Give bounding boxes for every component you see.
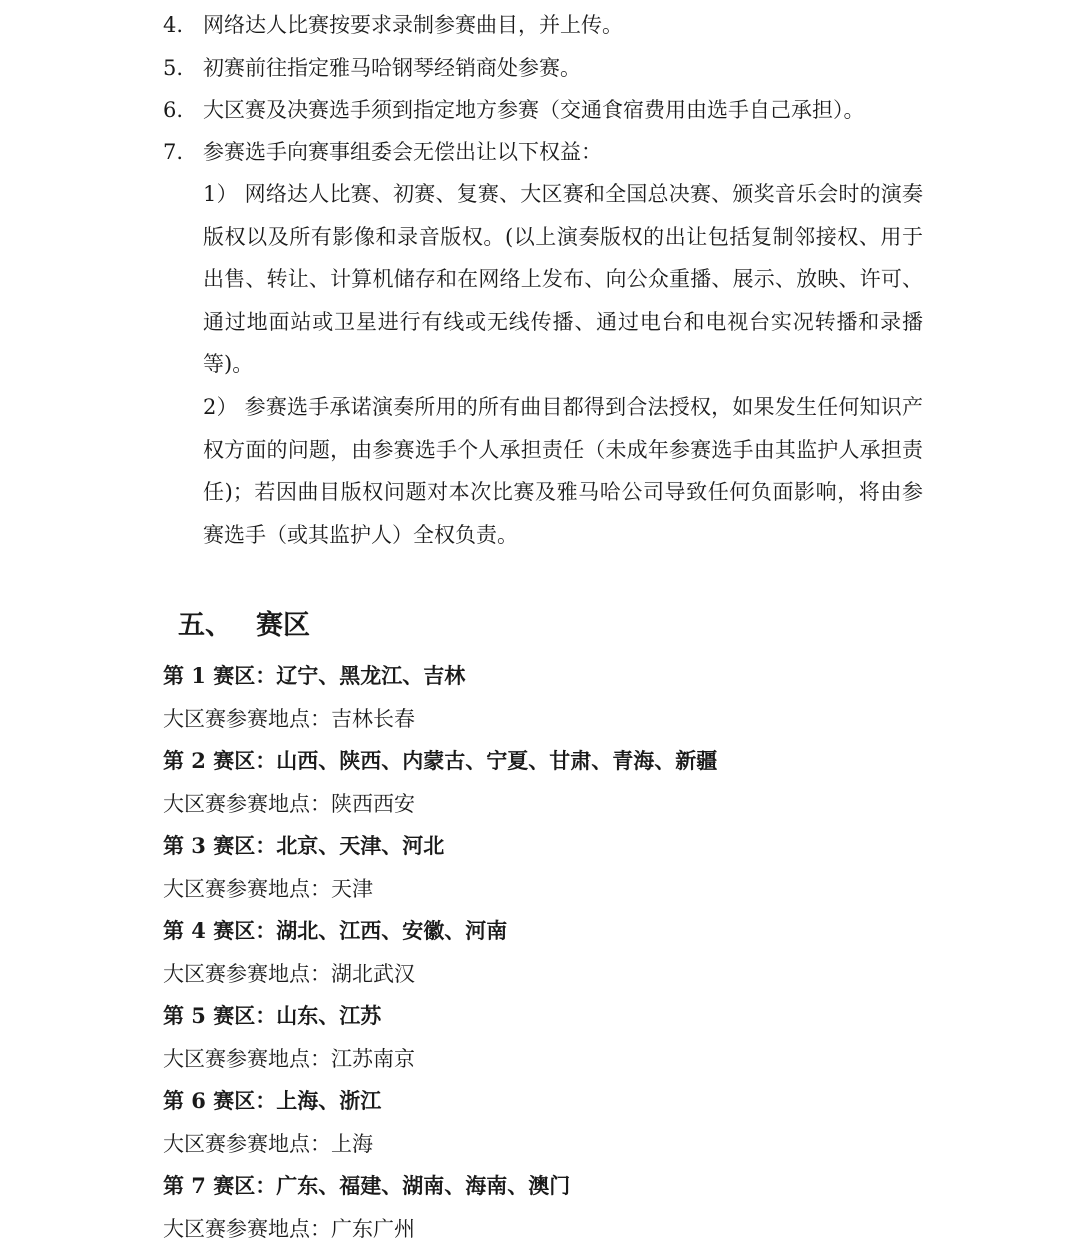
- region-title: 第 6 赛区：上海、浙江: [163, 1080, 963, 1123]
- list-item-text: 网络达人比赛按要求录制参赛曲目，并上传。: [203, 13, 623, 37]
- section-title: 赛区: [256, 610, 310, 641]
- list-item-text: 大区赛及决赛选手须到指定地方参赛（交通食宿费用由选手自己承担）。: [203, 98, 865, 122]
- list-item-number: 6.: [163, 89, 203, 131]
- region-venue: 大区赛参赛地点：湖北武汉: [163, 953, 963, 996]
- list-item-number: 7.: [163, 131, 203, 173]
- list-item-number: 5.: [163, 47, 203, 89]
- region-venue: 大区赛参赛地点：广东广州: [163, 1208, 963, 1250]
- list-item-4: [163, 4, 623, 46]
- list-item-text: 初赛前往指定雅马哈钢琴经销商处参赛。: [203, 56, 581, 80]
- region-title: 第 2 赛区：山西、陕西、内蒙古、宁夏、甘肃、青海、新疆: [163, 740, 963, 783]
- list-item-5: [163, 47, 581, 89]
- region-title: 第 1 赛区：辽宁、黑龙江、吉林: [163, 655, 963, 698]
- region-title: 第 7 赛区：广东、福建、湖南、海南、澳门: [163, 1165, 963, 1208]
- region-venue: 大区赛参赛地点：陕西西安: [163, 783, 963, 826]
- list-item-text: 参赛选手向赛事组委会无偿出让以下权益：: [203, 140, 602, 164]
- list-item-7: [163, 131, 602, 173]
- region-venue: 大区赛参赛地点：上海: [163, 1123, 963, 1166]
- section-number: 五、: [178, 610, 232, 641]
- region-venue: 大区赛参赛地点：江苏南京: [163, 1038, 963, 1081]
- region-title: 第 3 赛区：北京、天津、河北: [163, 825, 963, 868]
- region-venue: 大区赛参赛地点：吉林长春: [163, 698, 963, 741]
- sub-item-copyright-pledge: 2） 参赛选手承诺演奏所用的所有曲目都得到合法授权，如果发生任何知识产权方面的问题，由参赛选手个人承担责任（未成年参赛选手由其监护人承担责任)；若因曲目版权问题对本次比赛及雅马哈公司导致任何负面影响，将由参赛选手（或其监护人）全权负责。: [203, 386, 923, 556]
- list-item-number: 4.: [163, 4, 203, 46]
- list-item-6: [163, 89, 865, 131]
- region-title: 第 5 赛区：山东、江苏: [163, 995, 963, 1038]
- region-title: 第 4 赛区：湖北、江西、安徽、河南: [163, 910, 963, 953]
- section-heading: [178, 604, 310, 648]
- region-venue: 大区赛参赛地点：天津: [163, 868, 963, 911]
- region-list: [163, 655, 963, 1250]
- sub-item-rights-transfer: 1） 网络达人比赛、初赛、复赛、大区赛和全国总决赛、颁奖音乐会时的演奏版权以及所有影像和录音版权。(以上演奏版权的出让包括复制邻接权、用于出售、转让、计算机储存和在网络上发布、向公众重播、展示、放映、许可、通过地面站或卫星进行有线或无线传播、通过电台和电视台实况转播和录播等)。: [203, 173, 923, 386]
